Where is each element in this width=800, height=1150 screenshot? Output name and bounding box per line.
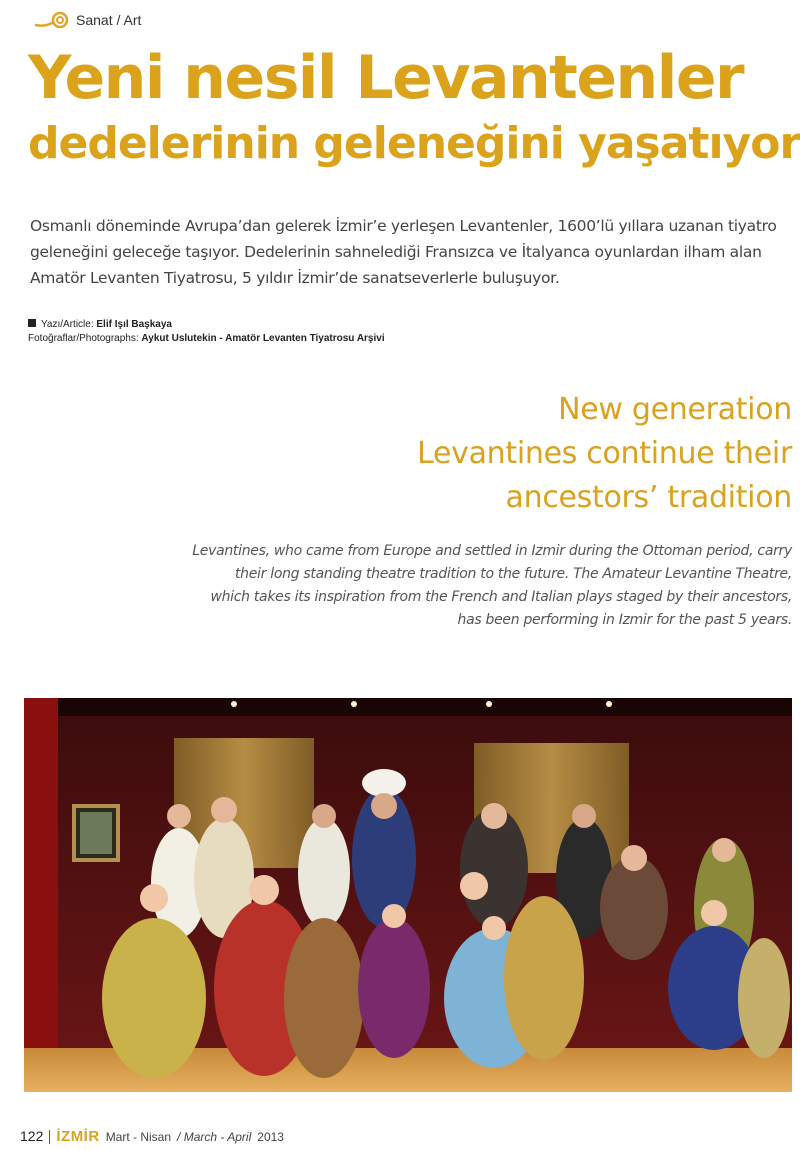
- headline-english-line1: New generation: [558, 392, 792, 427]
- headline-turkish: [28, 43, 800, 169]
- issue-turkish: Mart - Nisan: [105, 1130, 172, 1144]
- article-credit-label: Yazı/Article:: [41, 319, 94, 330]
- headline-turkish-line2: dedelerinin geleneğini yaşatıyor: [28, 118, 800, 169]
- lead-paragraph-turkish: Osmanlı döneminde Avrupa’dan gelerek İzmir’e yerleşen Levantenler, 1600’lü yıllara uzanan tiyatro geleneğini geleceğe taşıyor. Dedelerinin sahnelediği Fransızca ve İtalyanca oyunlardan ilham alan Amatör Levanten Tiyatrosu, 5 yıldır İzmir’de sanatseverlerle buluşuyor.: [30, 217, 777, 287]
- article-credit: [28, 318, 548, 332]
- headline-english-line3: ancestors’ tradition: [505, 480, 792, 515]
- swirl-icon: [34, 11, 72, 29]
- square-bullet-icon: [28, 319, 36, 327]
- section-label-text: Sanat / Art: [76, 12, 142, 28]
- lead-paragraph-english: Levantines, who came from Europe and settled in Izmir during the Ottoman period, carry their long standing theatre tradition to the future. The Amateur Levantine Theatre, which takes its inspiration from the French and Italian plays staged by their ancestors, has been performing in Izmir for the past 5 years.: [192, 543, 792, 628]
- page-footer: [20, 1128, 284, 1146]
- issue-year: 2013: [257, 1130, 284, 1144]
- headline-english: [232, 388, 792, 520]
- theatre-cast-illustration: [24, 698, 792, 1092]
- section-label: [34, 10, 141, 30]
- photo-credit: [28, 332, 548, 346]
- theatre-cast-photo: [24, 698, 792, 1092]
- headline-english-line2: Levantines continue their: [417, 436, 792, 471]
- article-author: Elif Işıl Başkaya: [96, 319, 172, 330]
- headline-turkish-line1: Yeni nesil Levantenler: [28, 43, 744, 113]
- photo-author: Aykut Uslutekin - Amatör Levanten Tiyatrosu Arşivi: [141, 333, 385, 344]
- footer-divider: [49, 1130, 50, 1144]
- credits: [28, 318, 548, 346]
- issue-english: / March - April: [177, 1130, 252, 1144]
- magazine-brand: İZMİR: [56, 1128, 100, 1145]
- page-number: 122: [20, 1128, 44, 1144]
- photo-credit-label: Fotoğraflar/Photographs:: [28, 333, 139, 344]
